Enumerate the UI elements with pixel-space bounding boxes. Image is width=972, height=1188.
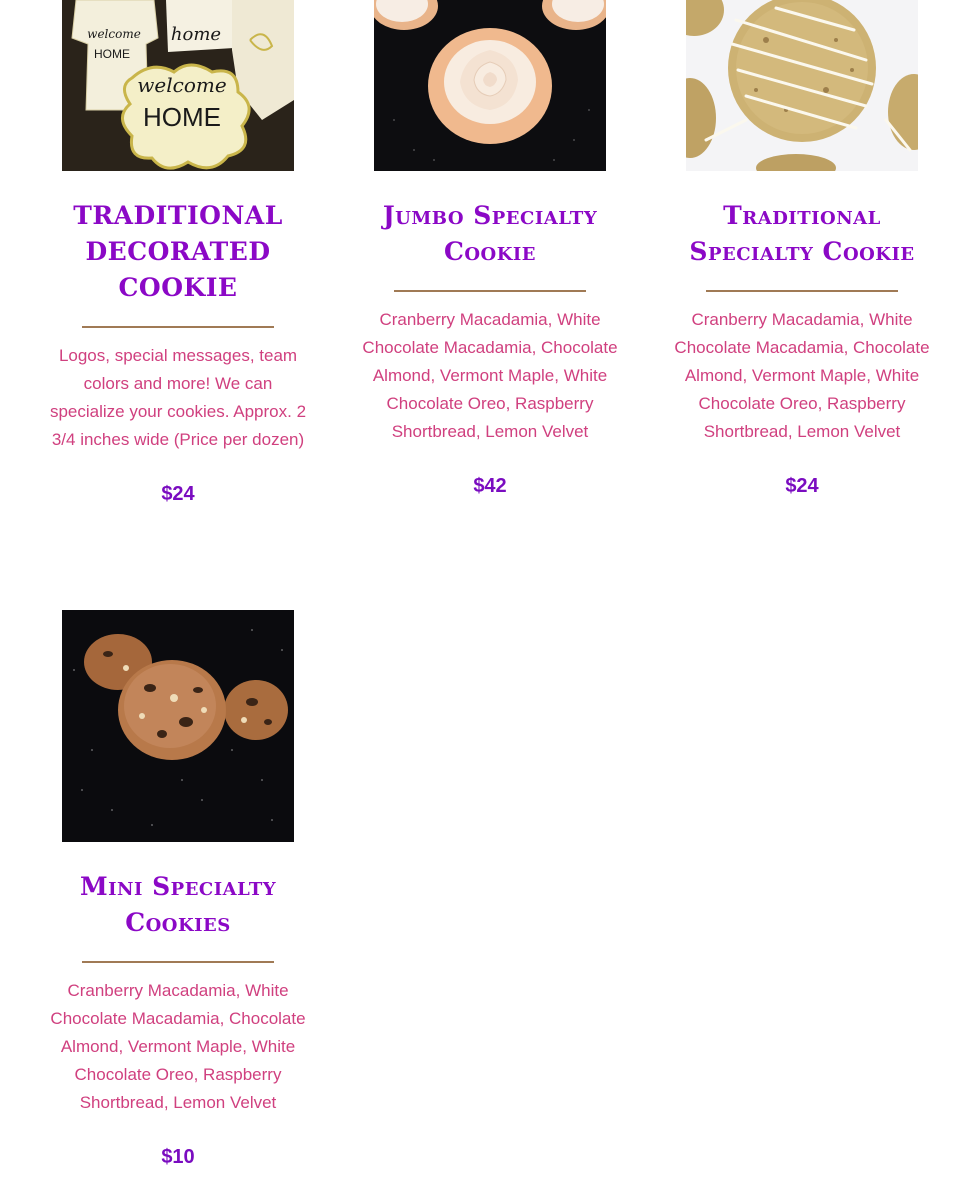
product-title[interactable]: Jumbo Specialty Cookie [382,201,598,266]
product-image-traditional-specialty[interactable] [686,0,918,171]
decorated-cookie-photo [62,0,294,171]
product-image-jumbo-cookie[interactable] [374,0,606,171]
svg-text:HOME: HOME [94,47,130,61]
mini-cookies-photo [62,610,294,842]
product-title[interactable]: Traditional Specialty Cookie [689,201,915,266]
product-title[interactable]: Mini Specialty Cookies [79,872,277,937]
product-card-jumbo-specialty [360,198,620,500]
product-description: Cranberry Macadamia, White Chocolate Macadamia, Chocolate Almond, Vermont Maple, White Chocolate Oreo, Raspberry Shortbread, Lemon Velvet [50,981,306,1112]
svg-text:welcome: welcome [137,73,227,97]
product-price: $24 [161,483,195,505]
product-card-mini-specialty [48,869,308,1171]
product-title[interactable]: TRADITIONAL DECORATED COOKIE [73,201,283,302]
drizzled-cookie-photo [686,0,918,171]
product-card-traditional-specialty [672,198,932,500]
product-price: $10 [161,1146,195,1168]
product-price: $24 [785,475,819,497]
frosted-cookie-photo [374,0,606,171]
product-description: Logos, special messages, team colors and more! We can specialize your cookies. Approx. 2 3/4 inches wide (Price per dozen) [49,346,307,449]
svg-text:HOME: HOME [143,102,221,132]
product-price: $42 [473,475,507,497]
product-description: Cranberry Macadamia, White Chocolate Macadamia, Chocolate Almond, Vermont Maple, White Chocolate Oreo, Raspberry Shortbread, Lemon Velvet [674,310,930,441]
product-description: Cranberry Macadamia, White Chocolate Macadamia, Chocolate Almond, Vermont Maple, White Chocolate Oreo, Raspberry Shortbread, Lemon Velvet [362,310,618,441]
svg-text:home: home [170,24,222,45]
svg-text:welcome: welcome [87,27,141,41]
product-card-traditional-decorated [48,198,308,508]
product-image-mini-cookies[interactable] [62,610,294,842]
product-image-decorated-cookie[interactable] [62,0,294,171]
